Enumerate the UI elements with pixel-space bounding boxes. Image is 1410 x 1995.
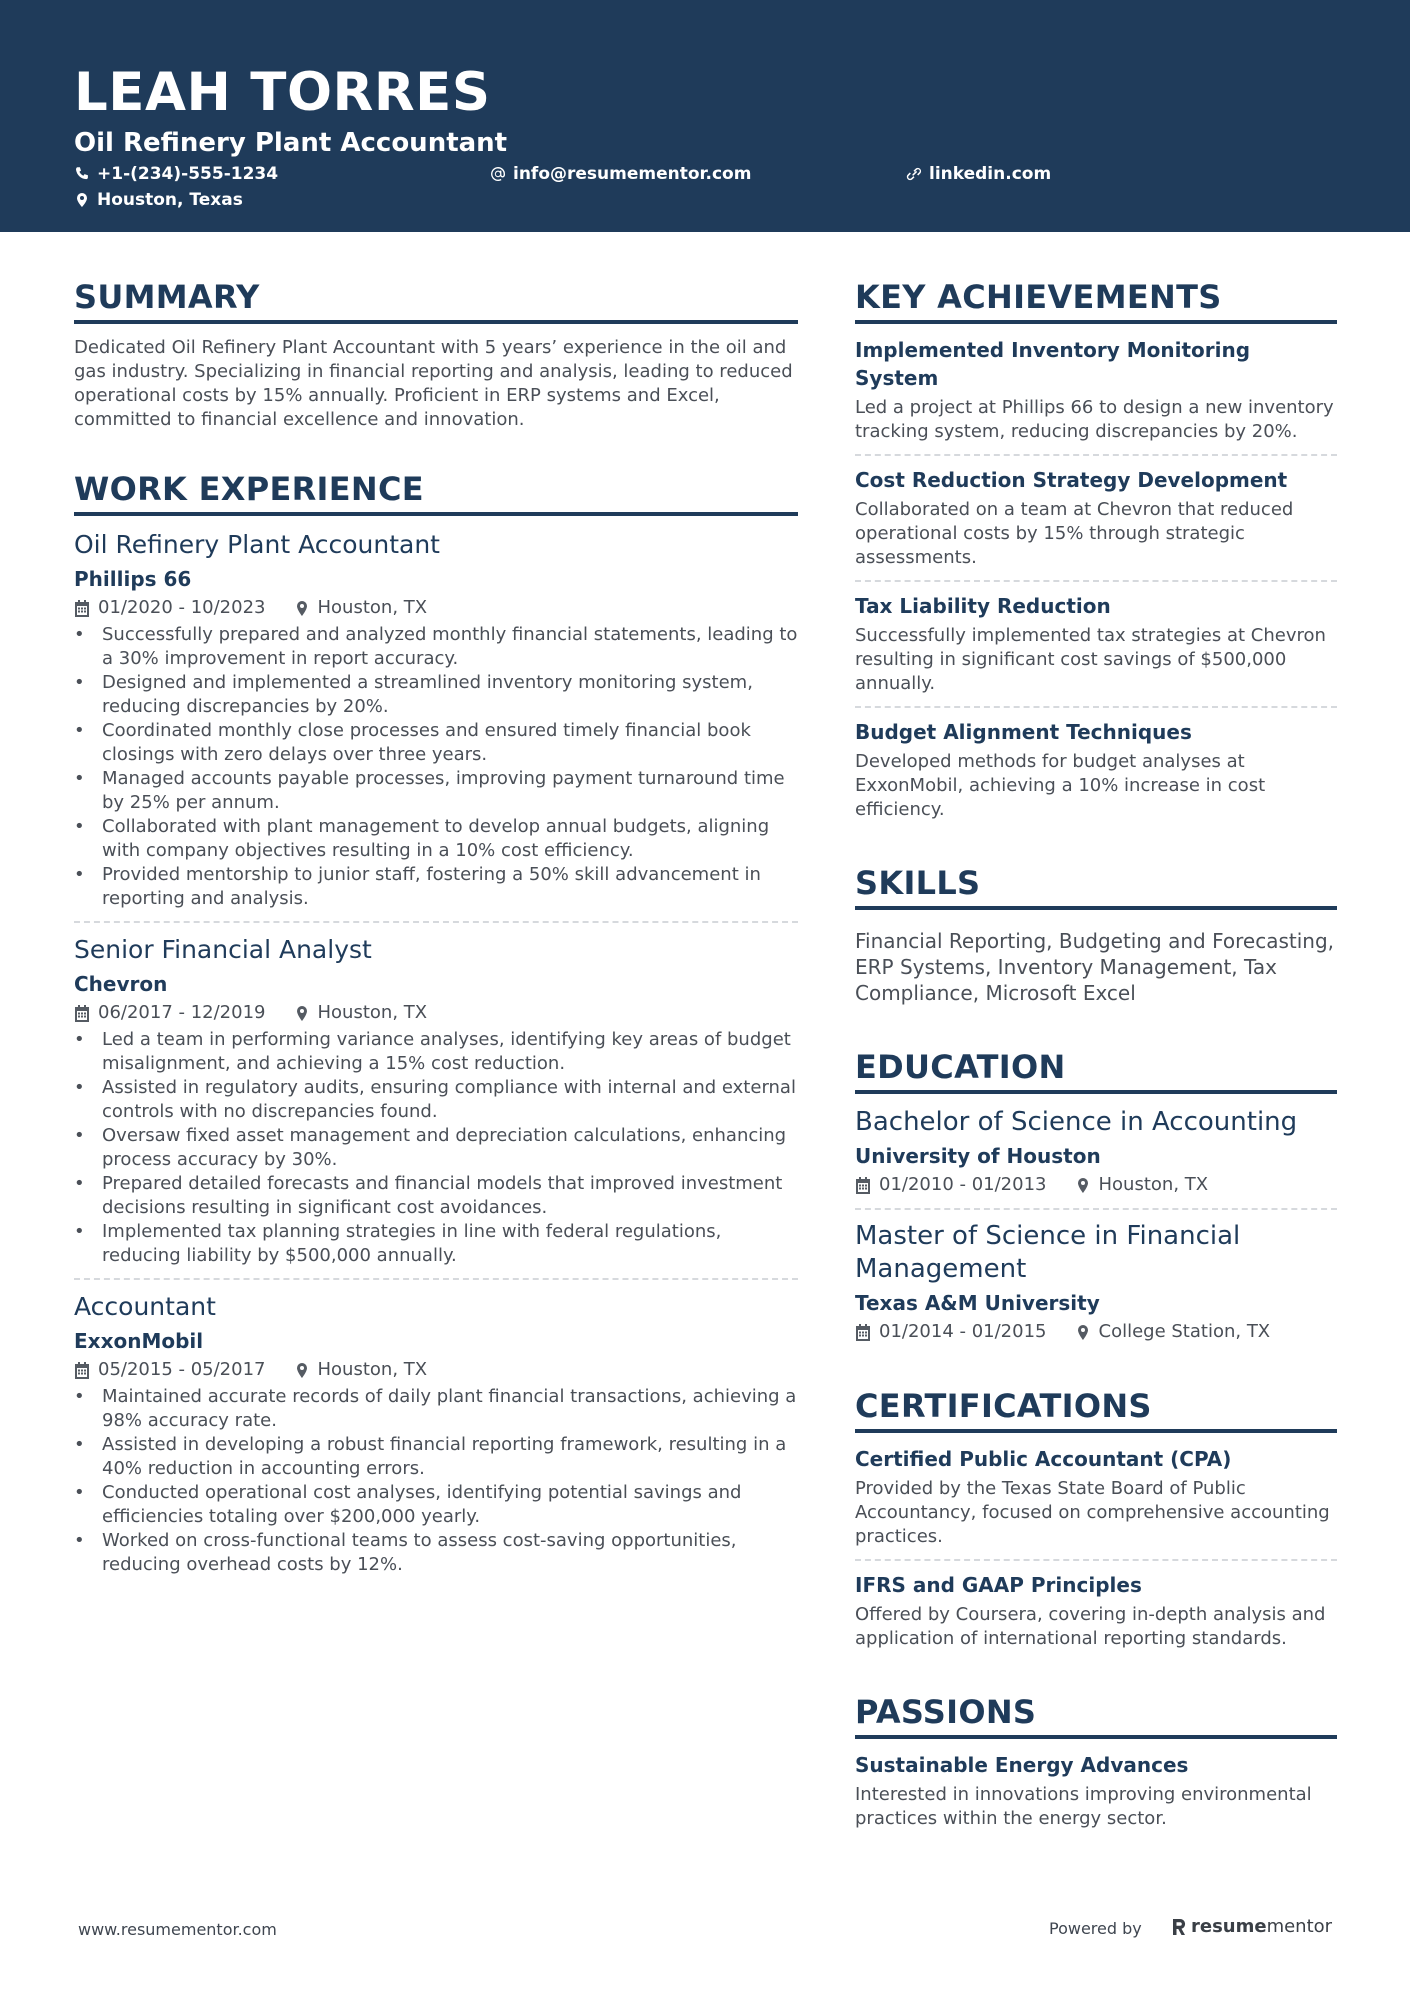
location-text: Houston, Texas xyxy=(97,190,243,210)
job-bullet: • Designed and implemented a streamlined inventory monitoring system, reducing discrepancies by 20%. xyxy=(74,671,798,719)
job-location xyxy=(294,1357,428,1383)
job-divider xyxy=(74,921,798,923)
job-bullet: • Prepared detailed forecasts and financial models that improved investment decisions resulting in significant cost avoidances. xyxy=(74,1172,798,1220)
job-meta xyxy=(74,1357,798,1383)
education-meta xyxy=(855,1172,1337,1198)
achievement-title: Implemented Inventory Monitoring System xyxy=(855,338,1251,390)
job-bullet: • Successfully prepared and analyzed monthly financial statements, leading to a 30% improvement in report accuracy. xyxy=(74,623,798,671)
job-bullet: • Assisted in developing a robust financial reporting framework, resulting in a 40% reduction in accounting errors. xyxy=(74,1433,798,1481)
job-dates-text: 01/2020 - 10/2023 xyxy=(98,597,266,618)
education-dates xyxy=(855,1319,1047,1345)
job-bullets xyxy=(74,1028,798,1268)
contact-email[interactable] xyxy=(490,162,751,186)
certification-item xyxy=(855,1571,1337,1651)
certifications-section xyxy=(855,1385,1337,1651)
calendar-icon xyxy=(855,1177,871,1194)
phone-text: +1-(234)-555-1234 xyxy=(97,164,279,184)
job-meta xyxy=(74,595,798,621)
achievement-item xyxy=(855,592,1337,696)
job-divider xyxy=(74,1278,798,1280)
location-pin-icon xyxy=(74,192,90,208)
education-location-text: Houston, TX xyxy=(1098,1174,1209,1195)
job-location-text: Houston, TX xyxy=(317,597,428,618)
location-pin-icon xyxy=(1075,1177,1091,1194)
job-bullet: • Managed accounts payable processes, improving payment turnaround time by 25% per annum. xyxy=(74,767,798,815)
achievement-divider xyxy=(855,454,1337,456)
achievements-section xyxy=(855,276,1337,822)
at-icon xyxy=(490,166,506,182)
education-location-text: College Station, TX xyxy=(1098,1321,1271,1342)
skills-section xyxy=(855,862,1337,1006)
skills-text: Financial Reporting, Budgeting and Forecasting, ERP Systems, Inventory Management, Tax Compliance, Microsoft Excel xyxy=(855,929,1334,1005)
achievement-title: Tax Liability Reduction xyxy=(855,594,1111,618)
certifications-heading: CERTIFICATIONS xyxy=(855,1385,1337,1433)
education-degree: Master of Science in Financial Management xyxy=(855,1221,1241,1284)
certification-title: IFRS and GAAP Principles xyxy=(855,1573,1142,1597)
experience-heading: WORK EXPERIENCE xyxy=(74,468,798,516)
job-dates xyxy=(74,1357,266,1383)
achievement-divider xyxy=(855,706,1337,708)
job-meta xyxy=(74,1000,798,1026)
education-school: Texas A&M University xyxy=(855,1291,1100,1315)
job-location-text: Houston, TX xyxy=(317,1002,428,1023)
education-dates xyxy=(855,1172,1047,1198)
achievement-item xyxy=(855,718,1337,822)
education-dates-text: 01/2010 - 01/2013 xyxy=(879,1174,1047,1195)
certification-item xyxy=(855,1445,1337,1549)
certification-divider xyxy=(855,1559,1337,1561)
job-dates-text: 06/2017 - 12/2019 xyxy=(98,1002,266,1023)
contact-phone[interactable] xyxy=(74,162,278,186)
resumementor-wordmark xyxy=(1191,1915,1332,1939)
education-location xyxy=(1075,1172,1209,1198)
job-title: Senior Financial Analyst xyxy=(74,935,372,964)
left-column xyxy=(74,276,798,1617)
passions-heading: PASSIONS xyxy=(855,1691,1337,1739)
job-entry xyxy=(74,933,798,1268)
job-company: Chevron xyxy=(74,972,168,996)
job-bullet: • Conducted operational cost analyses, identifying potential savings and efficiencies totaling over $200,000 yearly. xyxy=(74,1481,798,1529)
calendar-icon xyxy=(74,1005,90,1022)
job-bullet: • Coordinated monthly close processes and ensured timely financial book closings with zero delays over three years. xyxy=(74,719,798,767)
location-pin-icon xyxy=(294,1362,310,1379)
candidate-name: LEAH TORRES xyxy=(74,62,491,123)
achievement-item xyxy=(855,466,1337,570)
phone-icon xyxy=(74,166,90,182)
brand-bold: resume xyxy=(1191,1916,1267,1937)
education-heading: EDUCATION xyxy=(855,1046,1337,1094)
education-divider xyxy=(855,1208,1337,1210)
job-location xyxy=(294,1000,428,1026)
footer-powered-by: Powered by xyxy=(1049,1919,1142,1938)
job-entry xyxy=(74,528,798,911)
location-pin-icon xyxy=(1075,1324,1091,1341)
resumementor-logo-icon xyxy=(1171,1917,1187,1937)
job-bullet: • Collaborated with plant management to develop annual budgets, aligning with company objectives resulting in a 10% cost efficiency. xyxy=(74,815,798,863)
job-bullet: • Led a team in performing variance analyses, identifying key areas of budget misalignment, and achieving a 15% cost reduction. xyxy=(74,1028,798,1076)
location-pin-icon xyxy=(294,1005,310,1022)
calendar-icon xyxy=(74,600,90,617)
passions-section xyxy=(855,1691,1337,1831)
achievement-item xyxy=(855,336,1337,444)
candidate-title: Oil Refinery Plant Accountant xyxy=(74,128,508,158)
education-dates-text: 01/2014 - 01/2015 xyxy=(879,1321,1047,1342)
achievement-title: Budget Alignment Techniques xyxy=(855,720,1192,744)
education-degree: Bachelor of Science in Accounting xyxy=(855,1107,1298,1137)
education-location xyxy=(1075,1319,1271,1345)
resumementor-logo[interactable] xyxy=(1171,1915,1332,1939)
achievement-desc: Developed methods for budget analyses at ExxonMobil, achieving a 10% increase in cost efficiency. xyxy=(855,751,1266,820)
contact-linkedin[interactable] xyxy=(906,162,1051,186)
achievement-divider xyxy=(855,580,1337,582)
education-item xyxy=(855,1106,1337,1198)
job-dates xyxy=(74,1000,266,1026)
brand-regular: mentor xyxy=(1266,1916,1333,1937)
job-title: Oil Refinery Plant Accountant xyxy=(74,530,440,559)
job-bullets xyxy=(74,1385,798,1577)
linkedin-text: linkedin.com xyxy=(929,164,1052,184)
job-title: Accountant xyxy=(74,1292,216,1321)
achievements-heading: KEY ACHIEVEMENTS xyxy=(855,276,1337,324)
summary-heading: SUMMARY xyxy=(74,276,798,324)
passion-desc: Interested in innovations improving environmental practices within the energy sector. xyxy=(855,1784,1312,1829)
passion-item xyxy=(855,1751,1337,1831)
resume-header xyxy=(0,0,1410,232)
experience-section xyxy=(74,468,798,1577)
job-company: Phillips 66 xyxy=(74,567,192,591)
job-location-text: Houston, TX xyxy=(317,1359,428,1380)
certification-title: Certified Public Accountant (CPA) xyxy=(855,1447,1232,1471)
link-icon xyxy=(906,166,922,182)
job-bullet: • Assisted in regulatory audits, ensuring compliance with internal and external controls with no discrepancies found. xyxy=(74,1076,798,1124)
email-text: info@resumementor.com xyxy=(513,164,752,184)
passion-title: Sustainable Energy Advances xyxy=(855,1753,1189,1777)
education-meta xyxy=(855,1319,1337,1345)
calendar-icon xyxy=(855,1324,871,1341)
job-bullet: • Maintained accurate records of daily plant financial transactions, achieving a 98% accuracy rate. xyxy=(74,1385,798,1433)
certification-desc: Offered by Coursera, covering in-depth analysis and application of international reporting standards. xyxy=(855,1604,1326,1649)
summary-text: Dedicated Oil Refinery Plant Accountant with 5 years’ experience in the oil and gas industry. Specializing in financial reporting and analysis, leading to reduced operational costs by 15% annually. Proficient in ERP systems and Excel, committed to financial excellence and innovation. xyxy=(74,337,793,430)
job-bullet: • Oversaw fixed asset management and depreciation calculations, enhancing process accuracy by 30%. xyxy=(74,1124,798,1172)
education-school: University of Houston xyxy=(855,1144,1101,1168)
education-section xyxy=(855,1046,1337,1345)
job-bullets xyxy=(74,623,798,911)
achievement-desc: Collaborated on a team at Chevron that reduced operational costs by 15% through strategic assessments. xyxy=(855,499,1294,568)
job-bullet: • Worked on cross-functional teams to assess cost-saving opportunities, reducing overhead costs by 12%. xyxy=(74,1529,798,1577)
achievement-title: Cost Reduction Strategy Development xyxy=(855,468,1288,492)
job-location xyxy=(294,595,428,621)
achievement-desc: Led a project at Phillips 66 to design a new inventory tracking system, reducing discrepancies by 20%. xyxy=(855,397,1334,442)
summary-section xyxy=(74,276,798,432)
job-bullet: • Implemented tax planning strategies in line with federal regulations, reducing liability by $500,000 annually. xyxy=(74,1220,798,1268)
contact-location xyxy=(74,188,243,212)
skills-heading: SKILLS xyxy=(855,862,1337,910)
job-bullet: • Provided mentorship to junior staff, fostering a 50% skill advancement in reporting and analysis. xyxy=(74,863,798,911)
job-dates xyxy=(74,595,266,621)
achievement-desc: Successfully implemented tax strategies at Chevron resulting in significant cost savings of $500,000 annually. xyxy=(855,625,1326,694)
location-pin-icon xyxy=(294,600,310,617)
job-dates-text: 05/2015 - 05/2017 xyxy=(98,1359,266,1380)
job-company: ExxonMobil xyxy=(74,1329,204,1353)
certification-desc: Provided by the Texas State Board of Public Accountancy, focused on comprehensive accounting practices. xyxy=(855,1478,1330,1547)
right-column xyxy=(855,276,1337,1871)
calendar-icon xyxy=(74,1362,90,1379)
job-entry xyxy=(74,1290,798,1577)
footer-website-link[interactable]: www.resumementor.com xyxy=(78,1920,277,1939)
education-item xyxy=(855,1220,1337,1345)
